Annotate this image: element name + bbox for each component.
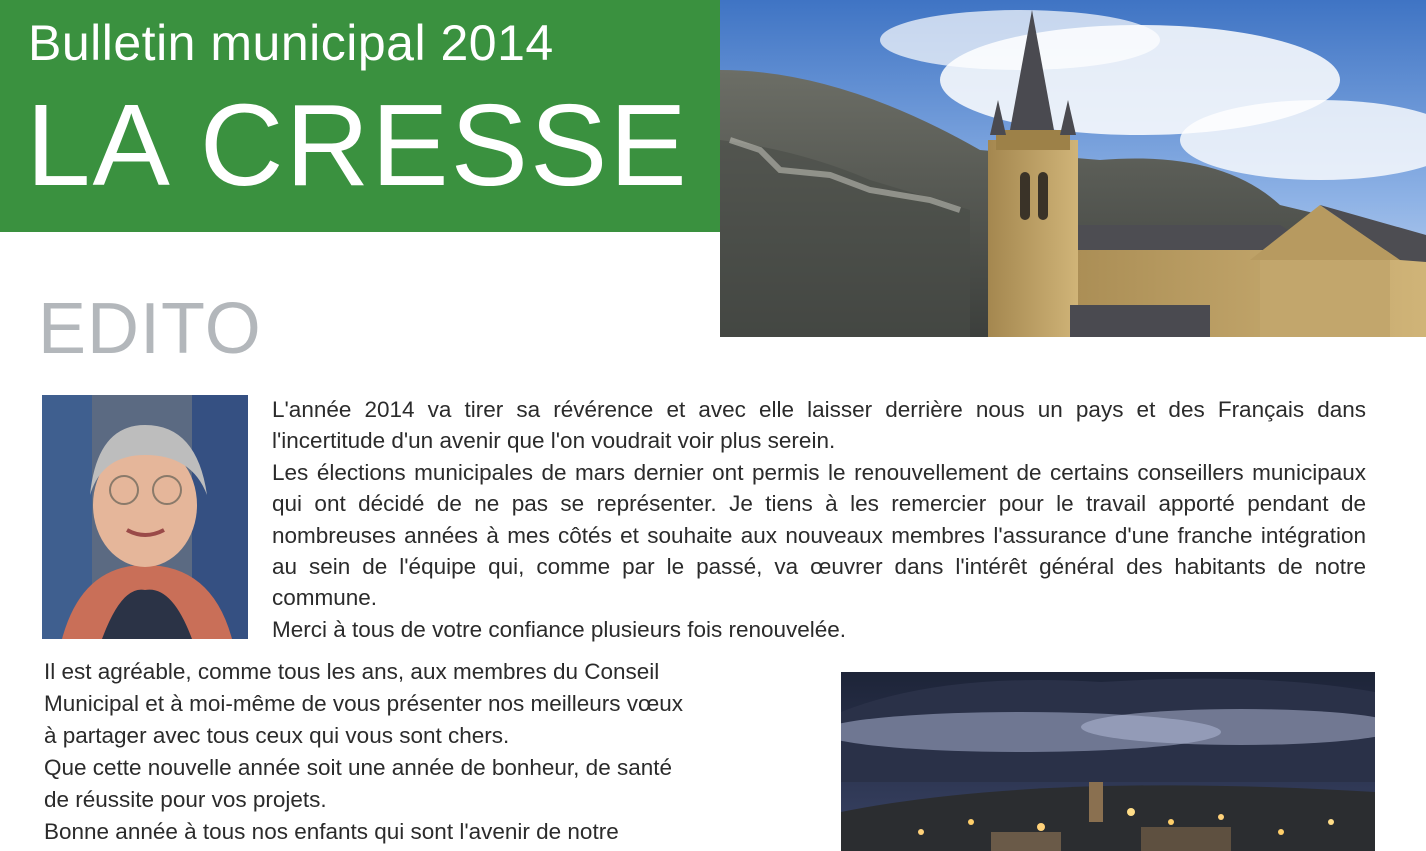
edito-text-line: L'année 2014 va tirer sa révérence et avec elle laisser derrière nous un pays et des Français dans l'incertitude d'un avenir que l'on voudrait voir plus serein. — [272, 397, 1366, 454]
edito-text-line: Bonne année à tous nos enfants qui sont l'avenir de notre — [44, 819, 619, 844]
bulletin-title: Bulletin municipal 2014 — [28, 15, 554, 71]
edito-paragraph-2 — [44, 656, 814, 848]
mayor-portrait — [42, 395, 248, 639]
edito-text-line: Municipal et à moi-même de vous présenter nos meilleurs vœux — [44, 691, 683, 716]
edito-text-line: Il est agréable, comme tous les ans, aux membres du Conseil — [44, 659, 660, 684]
edito-text-line: Les élections municipales de mars dernier ont permis le renouvellement de certains conseillers municipaux qui ont décidé de ne pas se représenter. Je tiens à les remercier pour le travail apporté pendant de nombreuses années à mes côtés et souhaite aux nouveaux membres l'assurance d'une franche intégration au sein de l'équipe qui, comme par le passé, va œuvrer dans l'intérêt général des habitants de notre commune. — [272, 459, 1366, 611]
edito-paragraph-1 — [272, 394, 1366, 645]
edito-text-line: Que cette nouvelle année soit une année de bonheur, de santé — [44, 755, 673, 780]
header-banner — [0, 0, 720, 232]
edito-text-line: à partager avec tous ceux qui vous sont chers. — [44, 723, 510, 748]
town-name: LA CRESSE — [26, 80, 689, 210]
edito-text-line: Merci à tous de votre confiance plusieurs fois renouvelée. — [272, 616, 847, 642]
edito-heading: EDITO — [38, 289, 262, 369]
church-photo — [720, 0, 1426, 337]
edito-text-line: de réussite pour vos projets. — [44, 787, 327, 812]
village-night-photo — [841, 672, 1375, 851]
